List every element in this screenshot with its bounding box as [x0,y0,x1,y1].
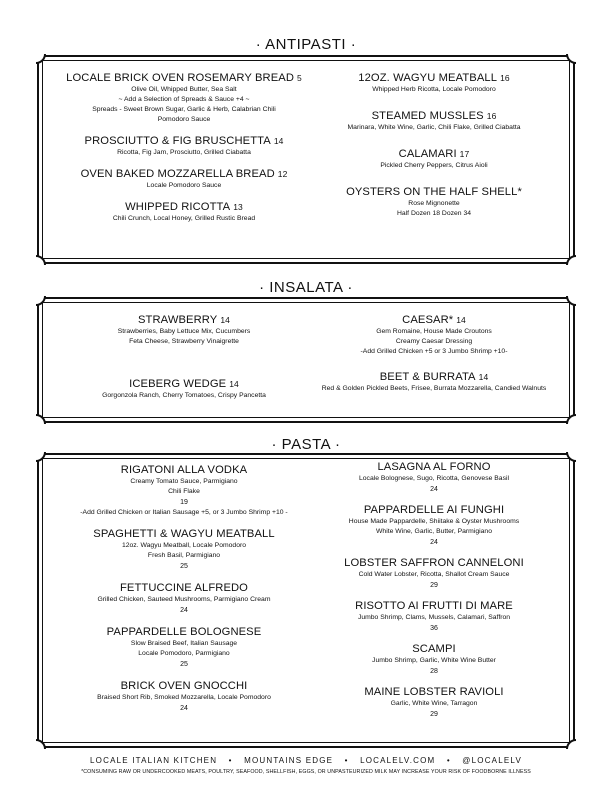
menu-item-title: WHIPPED RICOTTA [125,201,231,213]
menu-item-title: PAPPARDELLE BOLOGNESE [106,626,262,638]
menu-item-name [59,134,309,148]
menu-item-description: ~ Add a Selection of Spreads & Sauce +4 ~ [118,96,250,103]
menu-item-description: Feta Cheese, Strawberry Vinaigrette [129,338,239,345]
menu-item [309,370,559,394]
menu-item [309,109,559,133]
menu-item-title: PROSCIUTTO & FIG BRUSCHETTA [84,135,271,147]
footer-restaurant-name: LOCALE ITALIAN KITCHEN [90,756,218,765]
menu-item-description: Ricotta, Fig Jam, Prosciutto, Grilled Ciabatta [117,149,251,156]
insalata-frame [37,297,575,423]
menu-item-name [309,685,559,699]
menu-item-title: SCAMPI [412,643,456,655]
menu-item-price: 24 [180,705,188,712]
menu-item-title: ICEBERG WEDGE [129,378,227,390]
antipasti-frame [37,55,575,264]
menu-item-description: Half Dozen 18 Dozen 34 [396,210,472,217]
menu-item-name [59,313,309,327]
menu-item-description: Locale Pomodoro Sauce [146,182,222,189]
menu-item-name [59,527,309,541]
menu-item-name [59,71,309,85]
menu-item-title: RIGATONI ALLA VODKA [120,464,248,476]
section-title-antipasti: · ANTIPASTI · [0,36,612,53]
menu-item-price: 25 [180,661,188,668]
section-title-pasta: · PASTA · [0,436,612,453]
menu-item-price: 12 [277,169,288,179]
menu-item-description: Garlic, White Wine, Tarragon [390,700,478,707]
menu-item-description: Pomodoro Sauce [157,116,211,123]
menu-item-description: Rose Mignonette [408,200,460,207]
menu-item-price: 17 [459,149,470,159]
menu-item-price: 28 [430,668,438,675]
menu-item [59,527,309,572]
menu-item [309,556,559,591]
antipasti-right-column [309,71,559,233]
footer-separator: • [344,756,349,765]
menu-item-name [59,167,309,181]
menu-item-name [309,556,559,570]
menu-item-description: Fresh Basil, Parmigiano [147,552,221,559]
section-title-insalata: · INSALATA · [0,279,612,296]
menu-item-description: White Wine, Garlic, Butter, Parmigiano [376,528,492,535]
menu-item-description: Slow Braised Beef, Italian Sausage [130,640,238,647]
menu-item [309,147,559,171]
menu-item [59,377,309,401]
menu-item [59,71,309,125]
menu-item [309,313,559,357]
menu-item-description: Marinara, White Wine, Garlic, Chili Flake, Grilled Ciabatta [347,124,521,131]
menu-item-title: OYSTERS ON THE HALF SHELL* [346,186,522,198]
menu-item-name [309,313,559,327]
menu-item-description: Creamy Tomato Sauce, Parmigiano [130,478,238,485]
menu-item-name [59,581,309,595]
menu-item-description: Spreads - Sweet Brown Sugar, Garlic & Herb, Calabrian Chili [92,106,276,113]
menu-item-price: 24 [180,607,188,614]
menu-item-price: 13 [233,202,243,212]
menu-item [59,313,309,347]
menu-item-description: Cold Water Lobster, Ricotta, Shallot Cream Sauce [358,571,510,578]
menu-item [309,642,559,677]
footer-info [0,756,612,765]
menu-item-title: STRAWBERRY [138,314,218,326]
menu-item-price: 24 [430,539,438,546]
menu-item-title: LASAGNA AL FORNO [377,461,491,473]
menu-item-description: Locale Pomodoro, Parmigiano [138,650,230,657]
menu-item-description: Jumbo Shrimp, Garlic, White Wine Butter [372,657,496,664]
menu-item [309,599,559,634]
menu-item-price: 14 [478,372,489,382]
menu-item-price: 19 [180,499,188,506]
menu-item-title: BRICK OVEN GNOCCHI [120,680,248,692]
menu-item-name [309,599,559,613]
menu-item-title: LOBSTER SAFFRON CANNELONI [344,557,524,569]
menu-item-price: 14 [456,315,466,325]
menu-item-name [309,147,559,161]
menu-item-name [309,71,559,85]
menu-item-description: Creamy Caesar Dressing [395,338,473,345]
menu-item-title: CAESAR* [402,314,454,326]
menu-item-price: 36 [430,625,438,632]
menu-item-name [59,200,309,214]
menu-item-description: House Made Pappardelle, Shiitake & Oyster Mushrooms [348,518,520,525]
insalata-left-column [59,313,309,431]
menu-item-description: Chili Flake [168,488,200,495]
menu-item-description: Jumbo Shrimp, Clams, Mussels, Calamari, Saffron [357,614,511,621]
antipasti-left-column [59,71,309,233]
foodborne-disclaimer: *CONSUMING RAW OR UNDERCOOKED MEATS, POULTRY, SEAFOOD, SHELLFISH, EGGS, OR UNPASTEURIZED MILK MAY INCREASE YOUR RISK OF FOODBORNE ILLNESS [81,769,531,775]
menu-item-name [309,503,559,517]
menu-item-title: LOCALE BRICK OVEN ROSEMARY BREAD [66,72,295,84]
insalata-right-column [309,313,559,407]
menu-item-price: 24 [430,486,438,493]
menu-item-name [309,370,559,384]
pasta-frame [37,453,575,748]
menu-item [309,460,559,495]
menu-item-description: 12oz. Wagyu Meatball, Locale Pomodoro [121,542,247,549]
menu-item-title: FETTUCCINE ALFREDO [120,582,248,594]
menu-item-description: Grilled Chicken, Sauteed Mushrooms, Parmigiano Cream [97,596,271,603]
menu-item [309,503,559,548]
menu-item-name [309,109,559,123]
menu-item [59,581,309,616]
menu-item [309,71,559,95]
menu-item-description: Pickled Cherry Peppers, Citrus Aioli [380,162,488,169]
menu-item-description: Olive Oil, Whipped Butter, Sea Salt [131,86,237,93]
menu-item [309,185,559,219]
menu-item-title: CALAMARI [398,148,457,160]
menu-item-description: Strawberries, Baby Lettuce Mix, Cucumbers [117,328,251,335]
menu-item-description: Gorgonzola Ranch, Cherry Tomatoes, Crispy Pancetta [102,392,266,399]
menu-item-title: OVEN BAKED MOZZARELLA BREAD [80,168,275,180]
menu-item-title: 12OZ. WAGYU MEATBALL [358,72,498,84]
footer-social-handle[interactable]: @LOCALELV [462,756,522,765]
menu-item-description: Gem Romaine, House Made Croutons [376,328,492,335]
menu-item-description: Whipped Herb Ricotta, Locale Pomodoro [372,86,496,93]
menu-item-title: PAPPARDELLE AI FUNGHI [363,504,505,516]
footer-website-link[interactable]: LOCALELV.COM [360,756,436,765]
menu-item-description: Locale Bolognese, Sugo, Ricotta, Genovese Basil [358,475,509,482]
menu-item-title: BEET & BURRATA [379,371,476,383]
menu-item-title: STEAMED MUSSLES [371,110,484,122]
menu-item-name [59,679,309,693]
menu-item-name [309,185,559,199]
menu-item-price: 16 [486,111,497,121]
menu-item [59,134,309,158]
menu-item-price: 29 [430,711,438,718]
footer-separator: • [446,756,451,765]
menu-item [59,679,309,714]
menu-item-price: 5 [297,73,302,83]
menu-item [309,685,559,720]
menu-item-description: Chili Crunch, Local Honey, Grilled Rustic Bread [112,215,256,222]
menu-item [59,463,309,518]
pasta-right-column [309,460,559,728]
footer-location: MOUNTAINS EDGE [244,756,334,765]
menu-item-price: 14 [220,315,230,325]
pasta-left-column [59,463,309,723]
menu-item-price: 14 [273,136,284,146]
menu-item-description: -Add Grilled Chicken +5 or 3 Jumbo Shrimp +10- [360,348,508,355]
menu-item-title: RISOTTO AI FRUTTI DI MARE [355,600,513,612]
menu-item [59,625,309,670]
menu-item [59,167,309,191]
menu-item-price: 16 [500,73,510,83]
menu-item-name [309,460,559,474]
menu-item-price: 25 [180,563,188,570]
menu-item-description: Braised Short Rib, Smoked Mozzarella, Locale Pomodoro [97,694,271,701]
menu-item [59,200,309,224]
menu-item-name [59,625,309,639]
menu-item-description: -Add Grilled Chicken or Italian Sausage +5, or 3 Jumbo Shrimp +10 - [80,509,288,516]
menu-item-description: Red & Golden Pickled Beets, Frisee, Burrata Mozzarella, Candied Walnuts [321,385,547,392]
menu-item-title: MAINE LOBSTER RAVIOLI [364,686,504,698]
footer-separator: • [228,756,233,765]
menu-item-name [59,377,309,391]
menu-item-price: 29 [430,582,438,589]
menu-item-title: SPAGHETTI & WAGYU MEATBALL [93,528,275,540]
menu-item-price: 14 [229,379,239,389]
menu-item-name [309,642,559,656]
menu-item-name [59,463,309,477]
